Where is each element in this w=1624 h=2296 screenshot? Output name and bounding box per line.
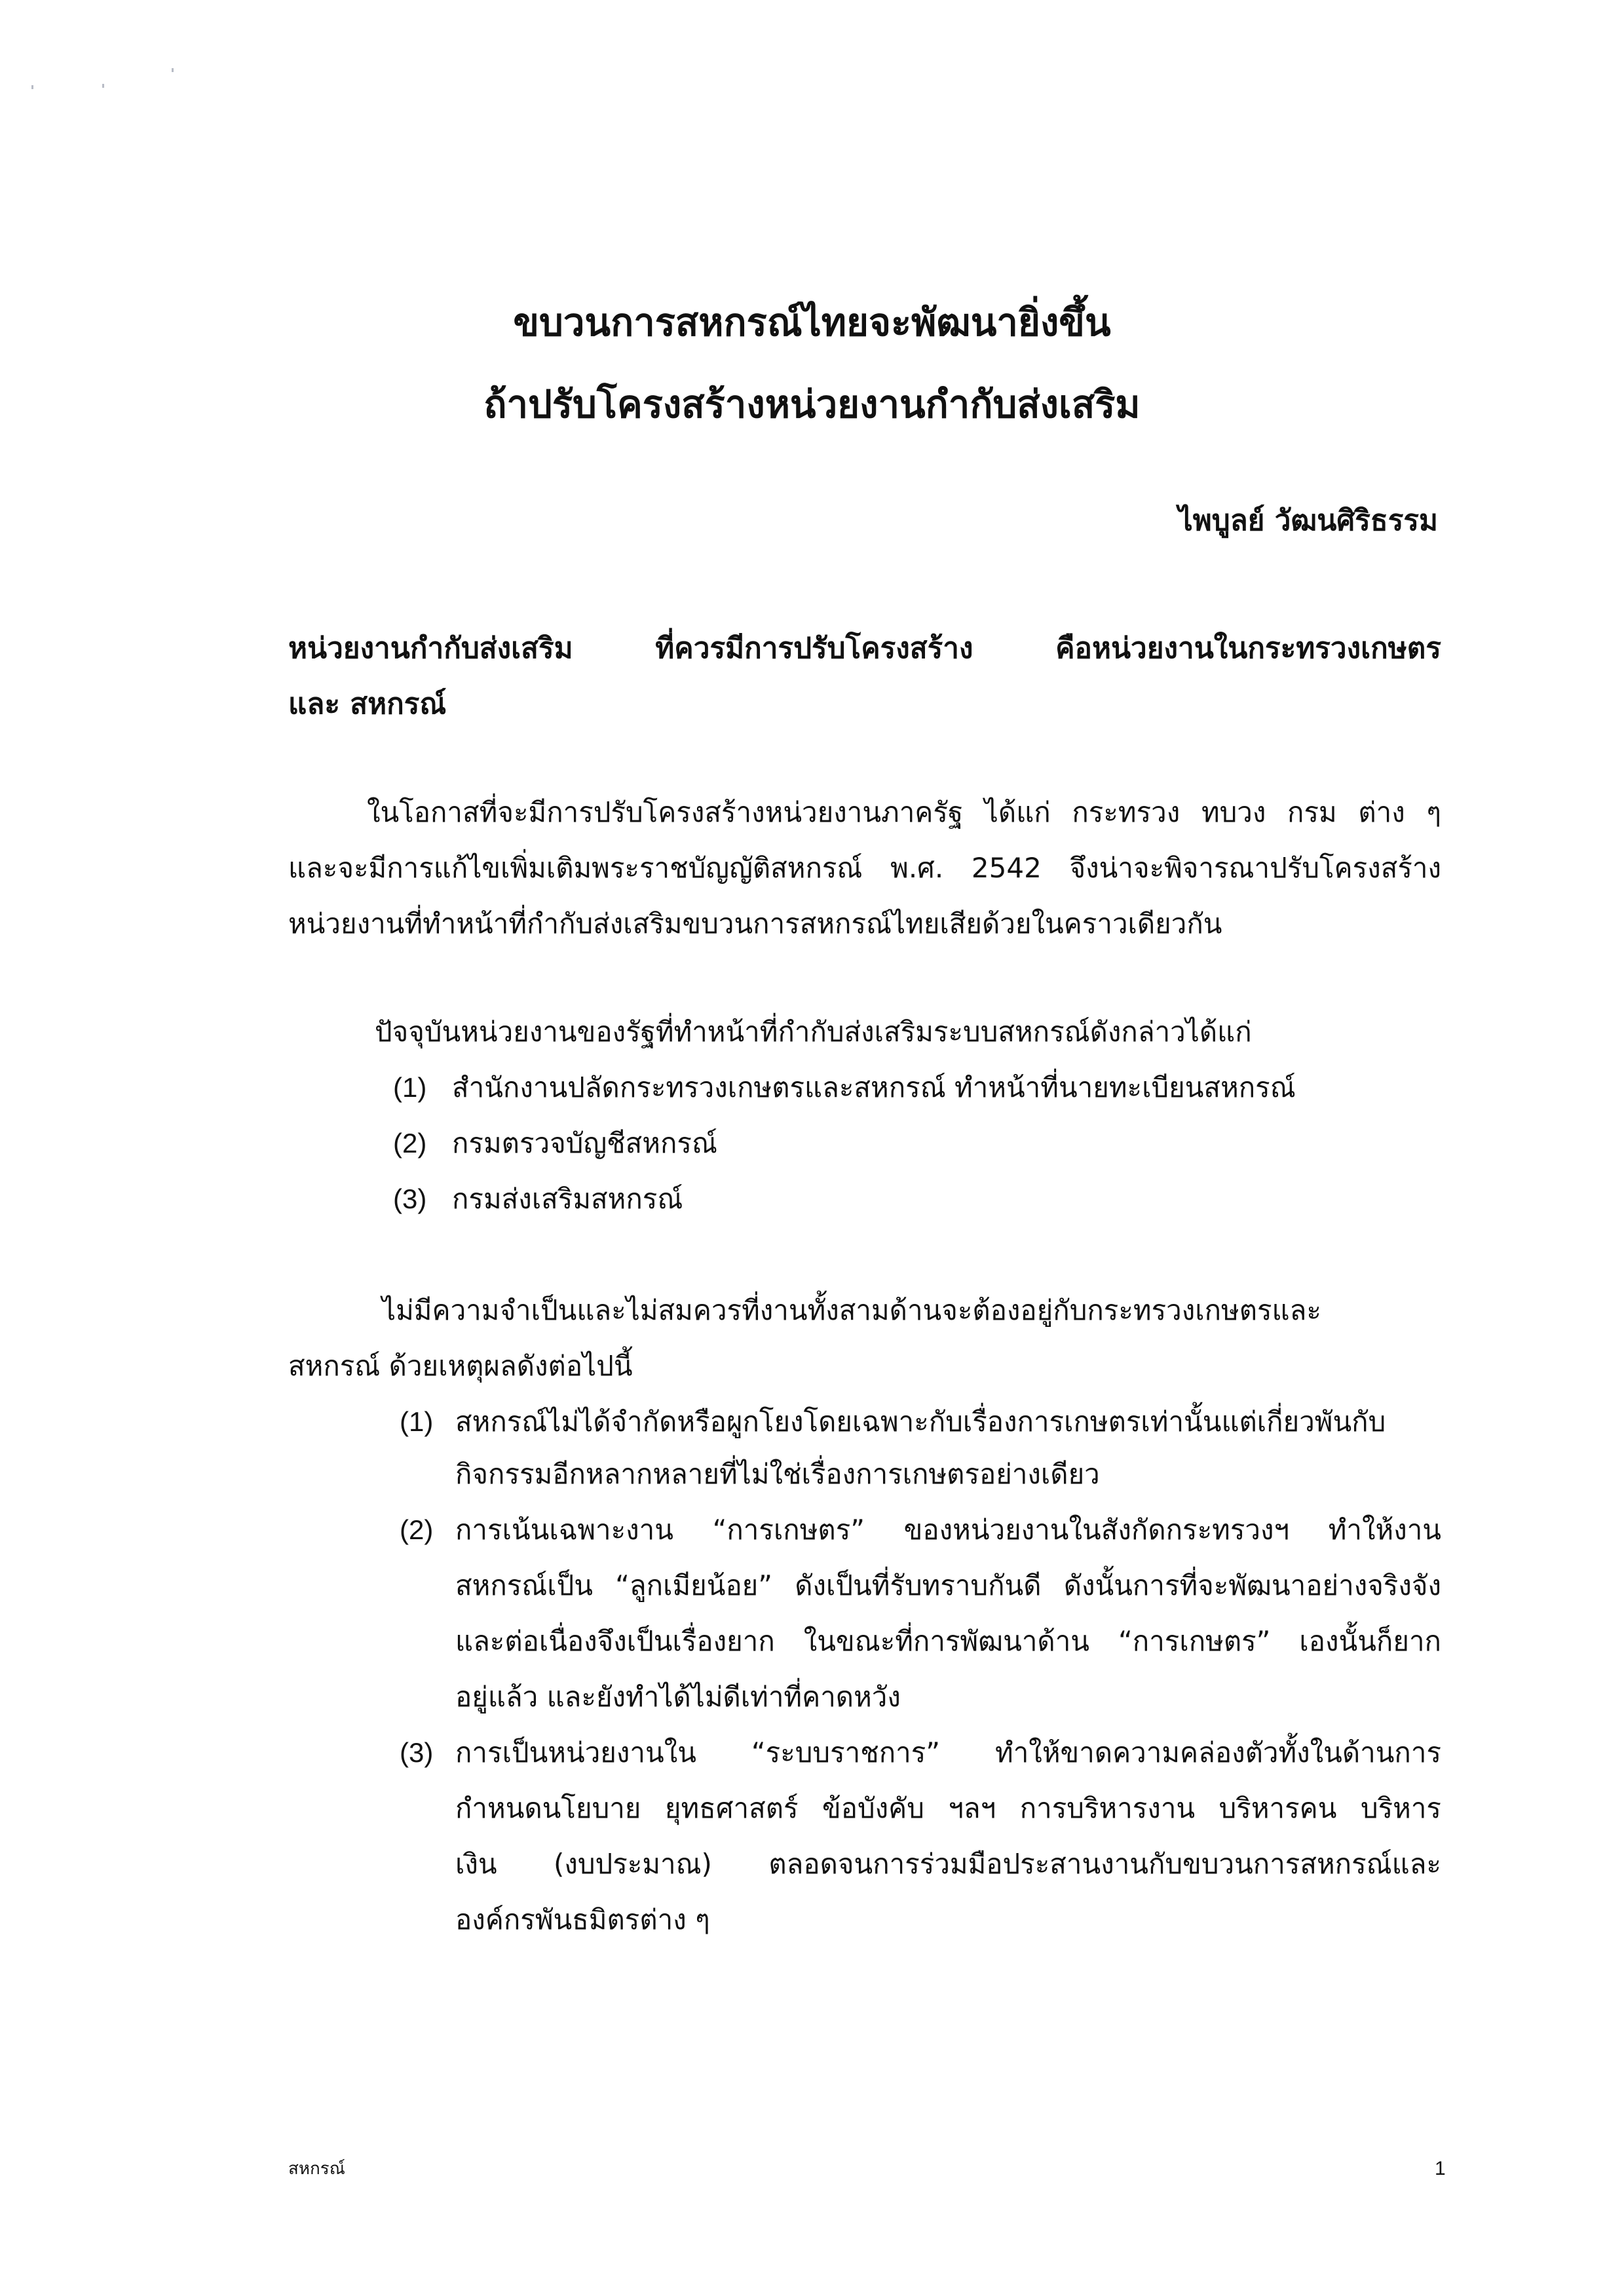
reason-line: กิจกรรมอีกหลากหลายที่ไม่ใช่เรื่องการเกษตรอย่างเดียว bbox=[455, 1458, 1100, 1490]
author-name: ไพบูลย์ วัฒนศิริธรรม bbox=[1178, 504, 1438, 537]
section-heading-line-1: หน่วยงานกำกับส่งเสริม ที่ควรมีการปรับโครงสร้าง คือหน่วยงานในกระทรวงเกษตร bbox=[288, 632, 1441, 665]
reason-line: สหกรณ์ไม่ได้จำกัดหรือผูกโยงโดยเฉพาะกับเรื่องการเกษตรเท่านั้นแต่เกี่ยวพันกับ bbox=[455, 1406, 1386, 1438]
section-heading-line-2: และ สหกรณ์ bbox=[288, 687, 447, 721]
agency-name: สำนักงานปลัดกระทรวงเกษตรและสหกรณ์ ทำหน้าที่นายทะเบียนสหกรณ์ bbox=[452, 1071, 1296, 1103]
reason-line: การเน้นเฉพาะงาน “การเกษตร” ของหน่วยงานในสังกัดกระทรวงฯ ทำให้งาน bbox=[455, 1514, 1441, 1546]
paragraph-3-line-2: สหกรณ์ ด้วยเหตุผลดังต่อไปนี้ bbox=[288, 1350, 633, 1382]
reason-line: องค์กรพันธมิตรต่าง ๆ bbox=[455, 1904, 710, 1936]
scan-speck bbox=[31, 85, 33, 89]
agency-number: (1) bbox=[393, 1072, 427, 1103]
reason-line: การเป็นหน่วยงานใน “ระบบราชการ” ทำให้ขาดความคล่องตัวทั้งในด้านการ bbox=[455, 1736, 1441, 1769]
reason-line: อยู่แล้ว และยังทำได้ไม่ดีเท่าที่คาดหวัง bbox=[455, 1681, 901, 1713]
reason-line: เงิน (งบประมาณ) ตลอดจนการร่วมมือประสานงานกับขบวนการสหกรณ์และ bbox=[455, 1848, 1441, 1880]
title-line-2: ถ้าปรับโครงสร้างหน่วยงานกำกับส่งเสริม bbox=[483, 382, 1141, 427]
paragraph-1-line-2: และจะมีการแก้ไขเพิ่มเติมพระราชบัญญัติสหกรณ์ พ.ศ. 2542 จึงน่าจะพิจารณาปรับโครงสร้าง bbox=[288, 852, 1441, 884]
page-number: 1 bbox=[1435, 2158, 1446, 2179]
paragraph-2-intro: ปัจจุบันหน่วยงานของรัฐที่ทำหน้าที่กำกับส่งเสริมระบบสหกรณ์ดังกล่าวได้แก่ bbox=[375, 1016, 1252, 1048]
paragraph-1-line-3: หน่วยงานที่ทำหน้าที่กำกับส่งเสริมขบวนการสหกรณ์ไทยเสียด้วยในคราวเดียวกัน bbox=[288, 908, 1222, 940]
reason-number: (3) bbox=[400, 1737, 434, 1768]
reason-line: กำหนดนโยบาย ยุทธศาสตร์ ข้อบังคับ ฯลฯ การบริหารงาน บริหารคน บริหาร bbox=[455, 1792, 1441, 1824]
agency-number: (3) bbox=[393, 1183, 427, 1214]
reason-line: สหกรณ์เป็น “ลูกเมียน้อย” ดังเป็นที่รับทราบกันดี ดังนั้นการที่จะพัฒนาอย่างจริงจัง bbox=[455, 1569, 1441, 1601]
paragraph-3-line-1: ไม่มีความจำเป็นและไม่สมควรที่งานทั้งสามด้านจะต้องอยู่กับกระทรวงเกษตรและ bbox=[382, 1294, 1321, 1326]
scan-speck bbox=[172, 68, 174, 72]
agency-name: กรมส่งเสริมสหกรณ์ bbox=[452, 1183, 683, 1215]
reason-line: และต่อเนื่องจึงเป็นเรื่องยาก ในขณะที่การพัฒนาด้าน “การเกษตร” เองนั้นก็ยาก bbox=[455, 1625, 1441, 1657]
footer-label: สหกรณ์ bbox=[288, 2159, 345, 2179]
paragraph-1-line-1: ในโอกาสที่จะมีการปรับโครงสร้างหน่วยงานภาครัฐ ได้แก่ กระทรวง ทบวง กรม ต่าง ๆ bbox=[367, 796, 1441, 828]
agency-name: กรมตรวจบัญชีสหกรณ์ bbox=[452, 1127, 717, 1159]
title-line-1: ขบวนการสหกรณ์ไทยจะพัฒนายิ่งขึ้น bbox=[513, 300, 1111, 345]
scan-speck bbox=[102, 84, 104, 88]
reason-number: (2) bbox=[400, 1514, 434, 1545]
reason-number: (1) bbox=[400, 1406, 434, 1437]
agency-number: (2) bbox=[393, 1128, 427, 1158]
